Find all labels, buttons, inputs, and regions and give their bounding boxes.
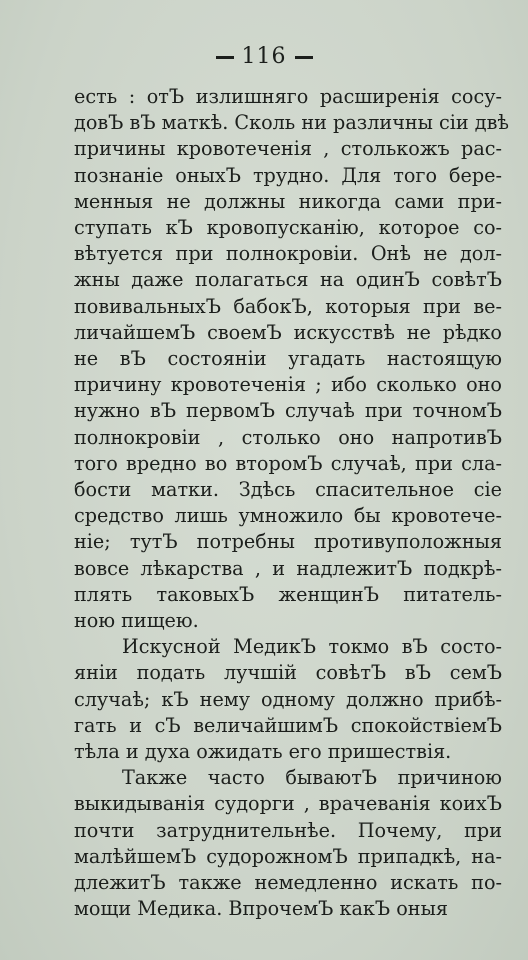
text-line: довЪ вЪ маткѣ. Сколь ни различны сіи двѣ xyxy=(74,111,509,135)
text-line: вѣтуется при полнокровіи. Онѣ не дол- xyxy=(74,242,502,266)
page-number-text: 116 xyxy=(241,44,287,69)
text-line: ніе; тутЪ потребны противуположныя xyxy=(74,530,502,554)
text-line: малѣйшемЪ судорожномЪ припадкѣ, на- xyxy=(74,844,502,868)
paragraph xyxy=(74,765,502,922)
text-line: Искусной МедикЪ токмо вЪ состо- xyxy=(122,635,502,659)
text-line: познаніе оныхЪ трудно. Для того бере- xyxy=(74,163,502,187)
text-line: гать и сЪ величайшимЪ спокойствіемЪ xyxy=(74,713,502,737)
page-number xyxy=(0,44,528,69)
text-line: не вЪ состояніи угадать настоящую xyxy=(74,347,502,371)
text-line: тѣла и духа ожидать его пришествія. xyxy=(74,740,452,764)
text-line: выкидыванія судорги , врачеванія коихЪ xyxy=(74,792,502,816)
text-line: плять таковыхЪ женщинЪ питатель- xyxy=(74,582,502,606)
text-line: вовсе лѣкарства , и надлежитЪ подкрѣ- xyxy=(74,556,502,580)
text-line: того вредно во второмЪ случаѣ, при сла- xyxy=(74,451,502,475)
text-line: почти затруднительнѣе. Почему, при xyxy=(74,818,502,842)
text-line: средство лишь умножило бы кровотече- xyxy=(74,504,502,528)
text-line: ною пищею. xyxy=(74,609,199,633)
text-line: менныя не должны никогда сами при- xyxy=(74,189,502,213)
paragraph xyxy=(74,634,502,765)
text-line: бости матки. Здѣсь спасительное сіе xyxy=(74,478,502,502)
text-line: повивальныхЪ бабокЪ, которыя при ве- xyxy=(74,294,502,318)
body-text xyxy=(74,84,509,923)
page-number-left-dash xyxy=(216,56,234,59)
text-line: причину кровотеченія ; ибо сколько оно xyxy=(74,373,502,397)
text-line: Также часто бываютЪ причиною xyxy=(122,766,502,790)
page-number-right-dash xyxy=(295,56,313,59)
text-line: ступать кЪ кровопусканію, которое со- xyxy=(74,216,502,240)
paragraph xyxy=(74,84,509,634)
text-line: случаѣ; кЪ нему одному должно прибѣ- xyxy=(74,687,502,711)
text-line: жны даже полагаться на одинЪ совѣтЪ xyxy=(74,268,502,292)
text-line: яніи подать лучшій совѣтЪ вЪ семЪ xyxy=(74,661,502,685)
text-line: длежитЪ также немедленно искать по- xyxy=(74,871,502,895)
text-line: личайшемЪ своемЪ искусствѣ не рѣдко xyxy=(74,320,502,344)
text-line: есть : отЪ излишняго расширенія сосу- xyxy=(74,85,502,108)
text-line: мощи Медика. ВпрочемЪ какЪ оныя xyxy=(74,897,448,921)
text-line: полнокровіи , столько оно напротивЪ xyxy=(74,425,502,449)
text-line: нужно вЪ первомЪ случаѣ при точномЪ xyxy=(74,399,502,423)
text-line: причины кровотеченія , столькожъ рас- xyxy=(74,137,502,161)
